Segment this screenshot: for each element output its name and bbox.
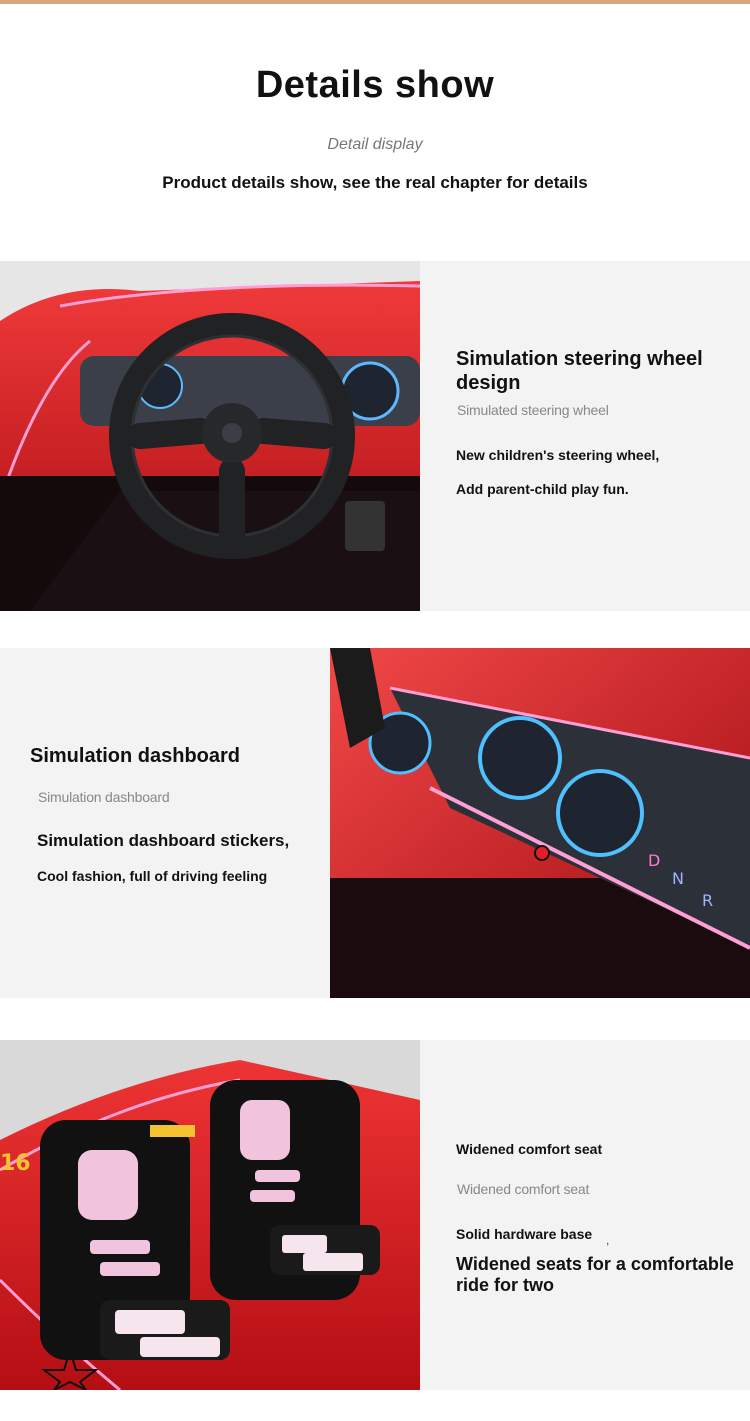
section-line: New children's steering wheel, (456, 447, 660, 463)
section-line: Solid hardware base (456, 1226, 593, 1242)
section-title: Simulation dashboard (30, 745, 241, 767)
punctuation-mark: , (606, 1233, 610, 1247)
gear-label-r: R (702, 891, 714, 910)
section-title: Simulation steering wheel design (456, 348, 703, 394)
gear-label-d: D (648, 851, 661, 870)
dashboard-section (0, 648, 750, 998)
section-title: Widened comfort seat (456, 1141, 603, 1157)
seat-section (0, 1040, 750, 1390)
page-header (0, 0, 750, 260)
steering-wheel-section (0, 261, 750, 611)
section-subtitle: Simulation dashboard (38, 789, 170, 805)
page-description: Product details show, see the real chapter for details (162, 173, 588, 192)
dashboard-photo (330, 648, 750, 998)
section-line: Widened seats for a comfortable ride for two (456, 1254, 734, 1295)
page-title: Details show (255, 64, 495, 106)
section-subtitle: Simulated steering wheel (457, 402, 609, 418)
steering-wheel-photo (0, 261, 420, 611)
section-line: Add parent-child play fun. (456, 481, 629, 497)
seat-photo (0, 1040, 420, 1390)
seat-number-badge: 16 (0, 1151, 31, 1176)
section-line: Simulation dashboard stickers, (37, 831, 290, 850)
gear-label-n: N (672, 869, 684, 888)
page-subtitle: Detail display (327, 136, 423, 153)
section-line: Cool fashion, full of driving feeling (37, 868, 268, 884)
section-subtitle: Widened comfort seat (457, 1181, 590, 1197)
